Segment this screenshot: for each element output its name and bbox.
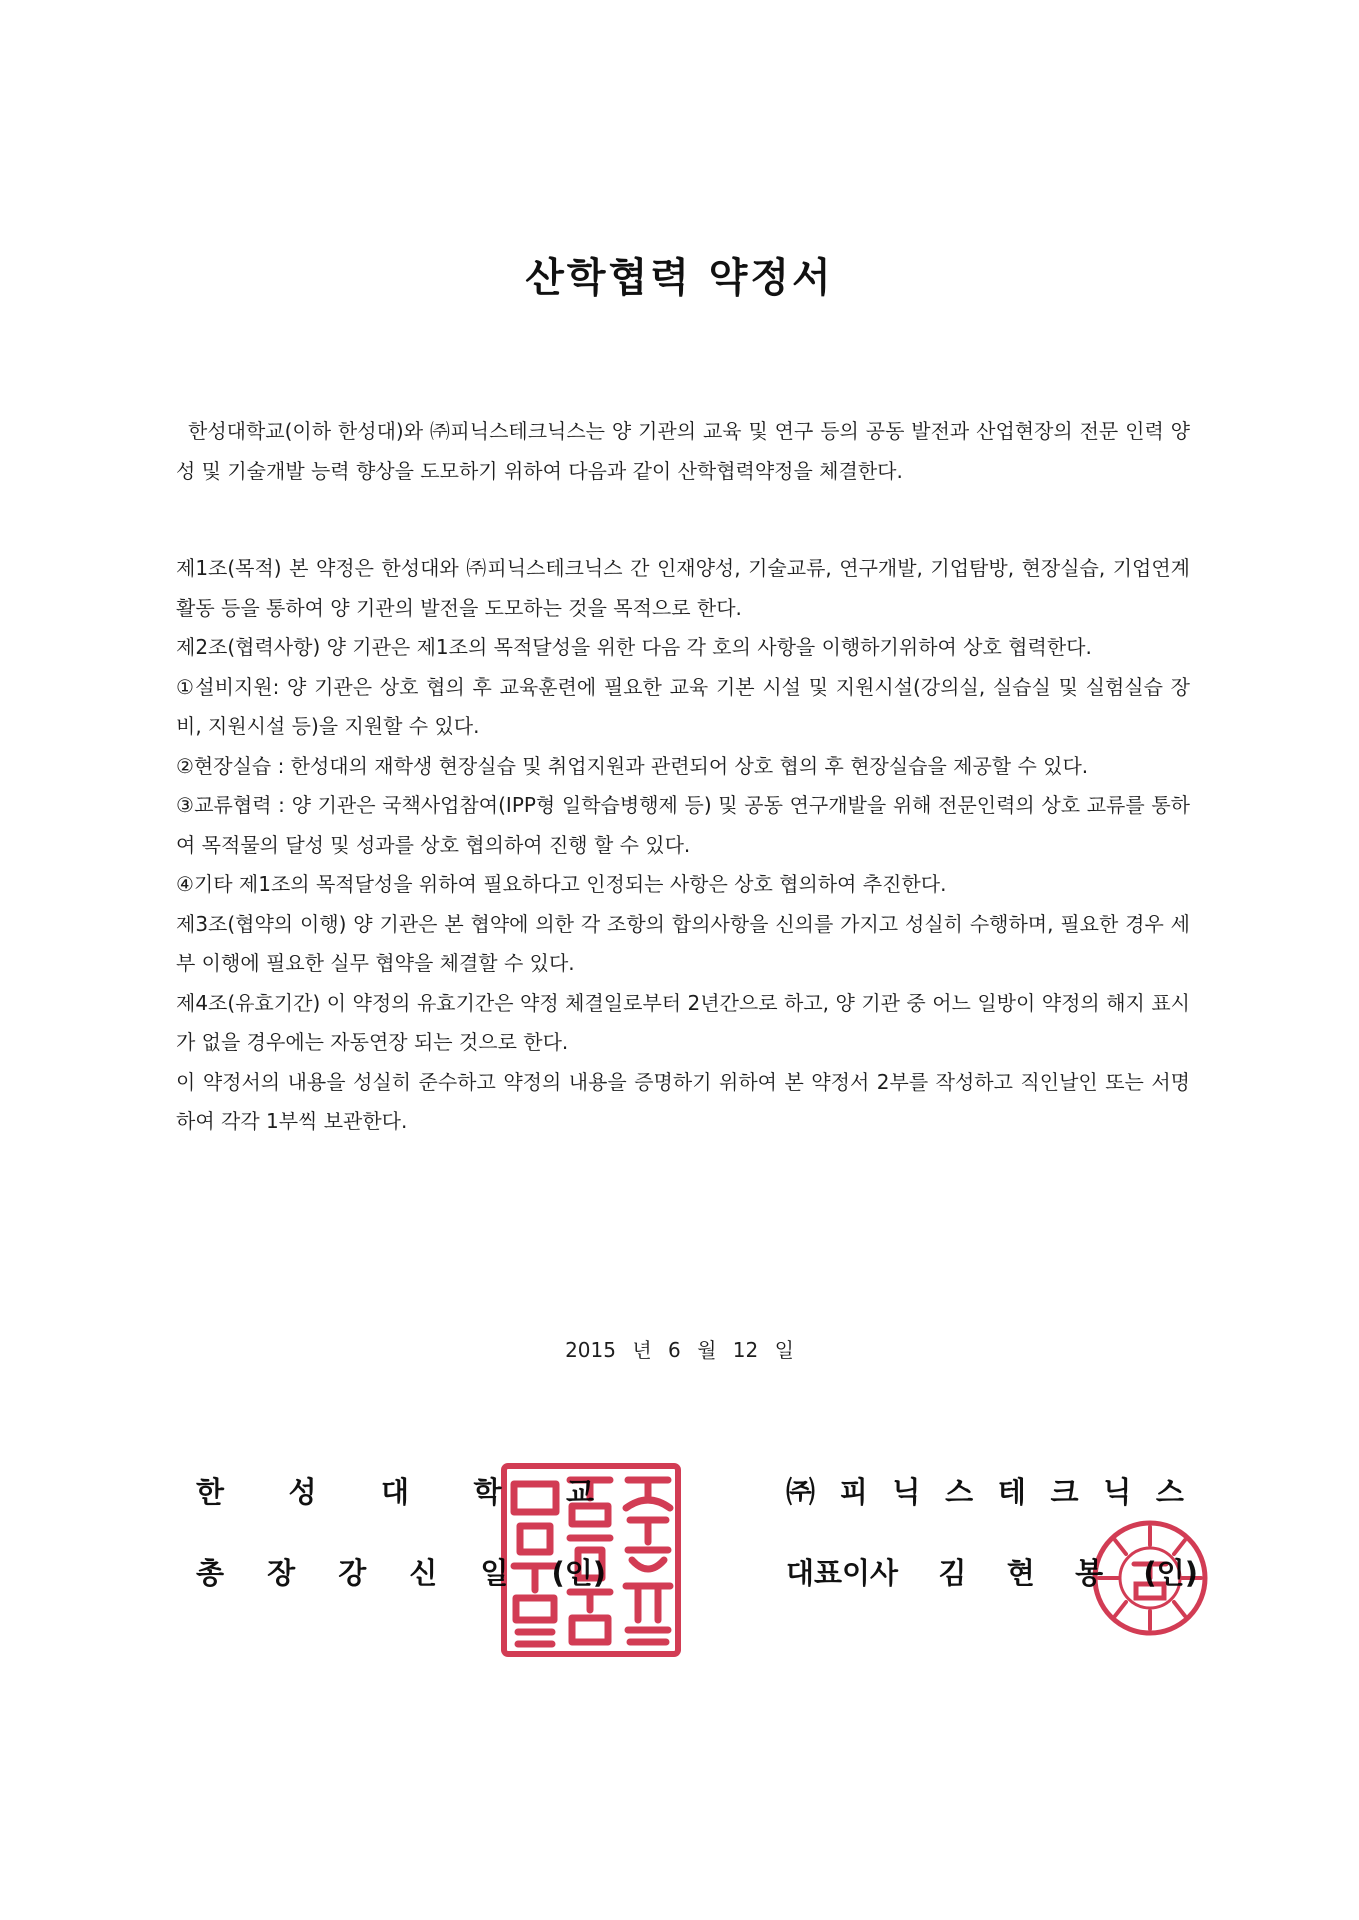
left-signer-char: 강 — [338, 1556, 367, 1590]
signing-date: 2015 년 6 월 12 일 — [565, 1338, 794, 1362]
document-body — [176, 412, 1190, 1142]
right-org-char: ㈜ — [786, 1475, 816, 1509]
left-signer-char: 장 — [267, 1556, 296, 1590]
article-3: 제3조(협약의 이행) 양 기관은 본 협약에 의한 각 조항의 합의사항을 신의를 가지고 성실히 수행하며, 필요한 경우 세부 이행에 필요한 실무 협약을 체결할 수 있다. — [176, 911, 1190, 975]
intro-paragraph: 한성대학교(이하 한성대)와 ㈜피닉스테크닉스는 양 기관의 교육 및 연구 등의 공동 발전과 산업현장의 전문 인력 양성 및 기술개발 능력 향상을 도모하기 위하여 다음과 같이 산학협력약정을 체결한다. — [176, 419, 1190, 483]
right-org-char: 스 — [1155, 1475, 1184, 1509]
left-org-char: 대 — [380, 1475, 409, 1509]
right-org-char: 테 — [997, 1475, 1026, 1509]
left-org-char: 한 — [196, 1475, 225, 1509]
left-signer-char: (인) — [551, 1556, 606, 1590]
article-2-item-1: ①설비지원: 양 기관은 상호 협의 후 교육훈련에 필요한 교육 기본 시설 및 지원시설(강의실, 실습실 및 실험실습 장비, 지원시설 등)을 지원할 수 있다. — [176, 674, 1190, 738]
left-signer-char: 신 — [409, 1556, 438, 1590]
right-org-char: 닉 — [892, 1475, 921, 1509]
article-2: 제2조(협력사항) 양 기관은 제1조의 목적달성을 위한 다음 각 호의 사항을 이행하기위하여 상호 협력한다. — [176, 635, 1092, 659]
article-1: 제1조(목적) 본 약정은 한성대와 ㈜피닉스테크닉스 간 인재양성, 기술교류, 연구개발, 기업탐방, 현장실습, 기업연계 활동 등을 통하여 양 기관의 발전을 도모하는 것을 목적으로 한다. — [176, 556, 1190, 620]
article-2-item-4: ④기타 제1조의 목적달성을 위하여 필요하다고 인정되는 사항은 상호 협의하여 추진한다. — [176, 872, 947, 896]
right-org-char: 닉 — [1103, 1475, 1132, 1509]
right-org-char: 피 — [839, 1475, 868, 1509]
left-org-char: 교 — [565, 1475, 594, 1509]
right-signer-char: 김 — [938, 1556, 967, 1590]
closing-paragraph: 이 약정서의 내용을 성실히 준수하고 약정의 내용을 증명하기 위하여 본 약정서 2부를 작성하고 직인날인 또는 서명하여 각각 1부씩 보관한다. — [176, 1069, 1190, 1133]
company-seal-stamp — [1090, 1518, 1210, 1638]
left-org-char: 학 — [473, 1475, 502, 1509]
document-title: 산학협력 약정서 — [525, 255, 834, 301]
article-2-item-3: ③교류협력 : 양 기관은 국책사업참여(IPP형 일학습병행제 등) 및 공동 연구개발을 위해 전문인력의 상호 교류를 통하여 목적물의 달성 및 성과를 상호 협의하여 진행 할 수 있다. — [176, 793, 1190, 857]
right-signer-char: 봉 — [1075, 1556, 1104, 1590]
right-signer-char: (인) — [1143, 1556, 1198, 1590]
article-4: 제4조(유효기간) 이 약정의 유효기간은 약정 체결일로부터 2년간으로 하고, 양 기관 중 어느 일방이 약정의 해지 표시가 없을 경우에는 자동연장 되는 것으로 한다. — [176, 990, 1190, 1054]
right-signer-char: 대표이사 — [786, 1556, 899, 1590]
right-org-char: 크 — [1050, 1475, 1079, 1509]
right-org-name — [786, 1470, 1184, 1511]
right-org-char: 스 — [945, 1475, 974, 1509]
left-signer-char: 일 — [480, 1556, 509, 1590]
university-seal-stamp — [498, 1460, 684, 1660]
article-2-item-2: ②현장실습 : 한성대의 재학생 현장실습 및 취업지원과 관련되어 상호 협의 후 현장실습을 제공할 수 있다. — [176, 753, 1089, 778]
left-signer-char: 총 — [196, 1556, 225, 1590]
left-org-char: 성 — [288, 1475, 317, 1509]
right-signer-char: 현 — [1006, 1556, 1035, 1590]
